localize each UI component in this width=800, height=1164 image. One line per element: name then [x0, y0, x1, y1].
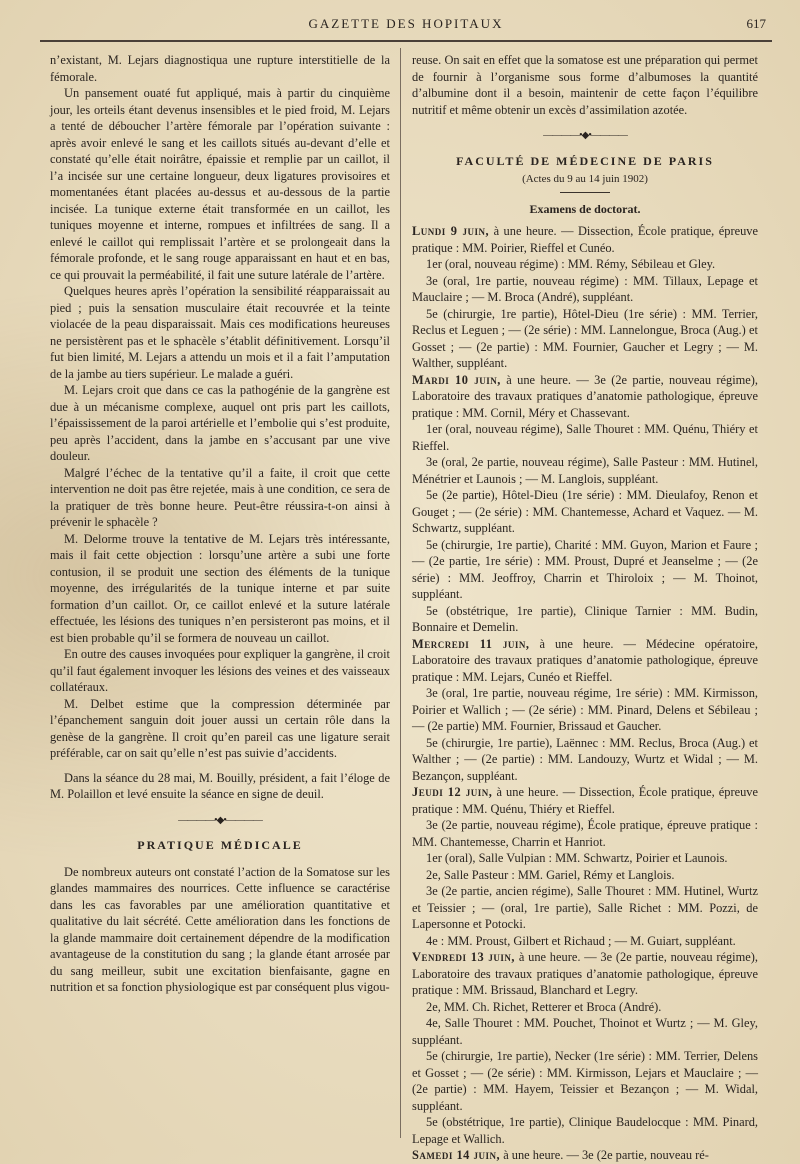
exam-schedule [412, 223, 758, 1164]
entry-text: 2e, Salle Pasteur : MM. Gariel, Rémy et Langlois. [426, 867, 675, 882]
schedule-entry [412, 537, 758, 603]
entry-text: 5e (2e partie), Hôtel-Dieu (1re série) : MM. Dieulafoy, Renon et Gouget ; — (2e série) : MM. Chantemesse, Achard et Vaquez. — M. Schwartz, suppléant. [412, 488, 758, 535]
section-title-pratique: PRATIQUE MÉDICALE [137, 838, 303, 852]
paragraph: n’existant, M. Lejars diagnostiqua une rupture interstitielle de la fémorale. [50, 53, 390, 84]
entry-text: à une heure. — Dissection, École pratique, épreuve pratique : MM. Poirier, Rieffel et Cunéo. [412, 224, 758, 255]
entry-text: à une heure. — Médecine opératoire, Laboratoire des travaux pratiques d’anatomie pathologique, épreuve pratique : MM. Lejars, Cunéo et Rieffel. [412, 636, 758, 684]
short-rule [560, 192, 610, 193]
ornament-separator: ————•◆•———— [543, 130, 627, 141]
schedule-day-entry [412, 372, 758, 422]
entry-text: 3e (oral, 1re partie, nouveau régime, 1re série) : MM. Kirmisson, Poirier et Wallich ; — (2e série) : MM. Pinard, Delens et Sébileau ; — (2e partie) MM. Fournier, Brissaud et Gaucher. [412, 686, 758, 733]
schedule-entry [412, 850, 758, 867]
schedule-entry [412, 933, 758, 950]
schedule-day-entry [412, 784, 758, 817]
entry-text: 3e (oral, 2e partie, nouveau régime), Salle Pasteur : MM. Hutinel, Ménétrier et Launois ; — M. Langlois, suppléant. [412, 455, 758, 486]
day-label: Mardi 10 juin, [412, 372, 501, 387]
schedule-entry [412, 999, 758, 1016]
entry-text: à une heure. — 3e (2e partie, nouveau ré- [503, 1148, 709, 1162]
paragraph: M. Lejars croit que dans ce cas la pathogénie de la gangrène est due à un mécanisme complexe, auquel ont pris part les caillots, l’épaississement de la paroi artérielle et l’embolie qui s’est produite, peu après l’accident, dans la jambe en s’accusant par une vive douleur. [50, 383, 390, 463]
paragraph: Quelques heures après l’opération la sensibilité réapparaissait au pied ; puis la sensation musculaire était recouvrée et la teinte violacée de la peau disparaissait. Mais ces modifications heureuses ne persistèrent pas et le sphacèle s’établit définitivement. Lorsqu’il fut bien limité, M. Lejars a attendu un mois et il a fait l’amputation de la jambe au tiers supérieur. Le malade a guéri. [50, 284, 390, 381]
entry-text: 5e (chirurgie, 1re partie), Charité : MM. Guyon, Marion et Faure ; — (2e partie, 1re série) : MM. Proust, Dupré et Jeanselme ; — (2e série) : MM. Jeoffroy, Charrin et Thiroloix ; — M. Thoinot, suppléant. [412, 537, 758, 601]
paragraph: En outre des causes invoquées pour expliquer la gangrène, il croit qu’il faut également invoquer les lésions des veines et des vaisseaux collatéraux. [50, 647, 390, 694]
entry-text: 5e (obstétrique, 1re partie), Clinique Baudelocque : MM. Pinard, Lepage et Wallich. [412, 1115, 758, 1146]
schedule-day-entry [412, 1147, 758, 1164]
section-subtitle-actes: (Actes du 9 au 14 juin 1902) [522, 173, 648, 185]
section-title-faculte: FACULTÉ DE MÉDECINE DE PARIS [456, 153, 714, 168]
entry-text: à une heure. — Dissection, École pratique, épreuve pratique : MM. Quénu, Thiéry et Rieffel. [412, 785, 758, 816]
entry-text: 2e, MM. Ch. Richet, Retterer et Broca (André). [426, 999, 662, 1014]
entry-text: 1er (oral, nouveau régime), Salle Thouret : MM. Quénu, Thiéry et Rieffel. [412, 422, 758, 453]
running-title: GAZETTE DES HOPITAUX [308, 16, 504, 31]
schedule-entry [412, 421, 758, 454]
ornament-separator: ————•◆•———— [178, 814, 262, 826]
paragraph: reuse. On sait en effet que la somatose est une préparation qui permet de fournir à l’organisme sous forme d’albumoses la quantité d’albumine dont il a besoin, maintenir de cette façon l’équilibre nutritif et même obtenir un excès d’assimilation azotée. [412, 53, 758, 117]
schedule-entry [412, 1114, 758, 1147]
day-label: Mercredi 11 juin, [412, 636, 530, 651]
schedule-entry [412, 1048, 758, 1114]
spacer [50, 856, 390, 864]
entry-text: 1er (oral), Salle Vulpian : MM. Schwartz, Poirier et Launois. [426, 851, 728, 865]
schedule-day-entry [412, 636, 758, 686]
right-column [412, 52, 758, 1164]
schedule-entry [412, 273, 758, 306]
schedule-entry [412, 256, 758, 273]
spacer [50, 762, 390, 770]
page-number: 617 [746, 16, 766, 31]
day-label: Vendredi 13 juin, [412, 950, 516, 964]
schedule-entry [412, 487, 758, 537]
section-heading-examens: Examens de doctorat. [529, 201, 641, 216]
pratique-paragraph: De nombreux auteurs ont constaté l’action de la Somatose sur les glandes mammaires des nourrices. Cette influence se caractérise dans les cas favorables par une amélioration quantitative et qualitative du lait sécrété. Cette amélioration dans les fonctions de la glande mammaire doit certainement dépendre de la modification avantageuse de la constitution du sang ; la glande étant arrosée par du sang meilleur, subit une excitation bienfaisante, gagne en nutrition et sa fonction physiologique est par conséquent plus vigou- [50, 864, 390, 994]
entry-text: 3e (2e partie, ancien régime), Salle Thouret : MM. Hutinel, Wurtz et Teissier ; — (oral, 1re partie), Salle Richet : MM. Pozzi, de Lapersonne et Potocki. [412, 884, 758, 931]
entry-text: 4e, Salle Thouret : MM. Pouchet, Thoinot et Wurtz ; — M. Gley, suppléant. [412, 1016, 758, 1047]
day-label: Samedi 14 juin, [412, 1148, 501, 1162]
schedule-entry [412, 867, 758, 884]
entry-text: à une heure. — 3e (2e partie, nouveau régime), Laboratoire des travaux pratiques d’anatomie pathologique, épreuve pratique : MM. Cornil, Méry et Chassevant. [412, 372, 758, 420]
paragraph: Malgré l’échec de la tentative qu’il a faite, il croit que cette intervention ne doit pas être rejetée, mais à une condition, ce sera de la pratiquer de très bonne heure. Peut-être réussira-t-on ainsi à prévenir le sphacèle ? [50, 465, 390, 529]
paragraph: M. Delbet estime que la compression déterminée par l’épanchement sanguin doit jouer aussi un certain rôle dans la genèse de la gangrène. Il croit qu’en pareil cas une ligature serait préférable, car on sait qu’elle n’est pas suivie d’accidents. [50, 696, 390, 760]
schedule-entry [412, 1015, 758, 1048]
schedule-entry [412, 603, 758, 636]
schedule-entry [412, 883, 758, 933]
entry-text: 4e : MM. Proust, Gilbert et Richaud ; — M. Guiart, suppléant. [426, 933, 736, 948]
entry-text: 5e (chirurgie, 1re partie), Necker (1re série) : MM. Terrier, Delens et Gosset ; — (2e série) : MM. Kirmisson, Lejars et Mauclaire ; — (2e partie) : MM. Hayem, Teissier et Bezançon ; — M. Widal, suppléant. [412, 1049, 758, 1113]
page-header [40, 14, 772, 42]
paragraph: M. Delorme trouve la tentative de M. Lejars très intéressante, mais il fait cette objection : lorsqu’une artère a subi une forte contusion, il se produit une section des éléments de la tunique moyenne, des irrégularités de la tunique interne et par suite formation d’un caillot. Or, ce caillot enlevé et la suture latérale effectuée, les lésions des tuniques n’en persisteront pas moins, et il est bien probable qu’il se formera de nouveau un caillot. [50, 531, 390, 645]
seance-paragraph: Dans la séance du 28 mai, M. Bouilly, président, a fait l’éloge de M. Polaillon et levé ensuite la séance en signe de deuil. [50, 770, 390, 801]
entry-text: 3e (oral, 1re partie, nouveau régime) : MM. Tillaux, Lepage et Mauclaire ; — M. Broca (André), suppléant. [412, 273, 758, 304]
schedule-entry [412, 685, 758, 735]
day-label: Jeudi 12 juin, [412, 785, 493, 799]
schedule-entry [412, 306, 758, 372]
schedule-entry [412, 454, 758, 487]
schedule-entry [412, 817, 758, 850]
entry-text: 5e (chirurgie, 1re partie), Laënnec : MM. Reclus, Broca (Aug.) et Walther ; — (2e partie) : MM. Landouzy, Wurtz et Widal ; — M. Bezançon, suppléant. [412, 735, 758, 783]
day-label: Lundi 9 juin, [412, 224, 490, 238]
schedule-day-entry [412, 949, 758, 999]
entry-text: 3e (2e partie, nouveau régime), École pratique, épreuve pratique : MM. Chantemesse, Charrin et Hanriot. [412, 818, 758, 849]
paragraph: Un pansement ouaté fut appliqué, mais à partir du cinquième jour, les orteils étant devenus insensibles et le pied froid, M. Lejars a tenté de déboucher l’artère fémorale par l’opération suivante : après avoir enlevé le sang et les caillots situés au-devant d’elle et constaté qu’elle était noirâtre, épaissie et remplie par un caillot, il l’a incisée sur une certaine longueur, deux ligatures provisoires et momentanées étant placées au-dessus et au-dessous de la partie incisée. La tunique externe était transformée en un caillot, les tuniques moyenne et interne, rompues et infiltrées de sang. Il a enlevé le caillot qui remplissait l’artère et se prolongeait dans la fémorale profonde, et le sang rouge apparaissant en haut et en bas, ce qui prouvait la perméabilité, il fait une suture latérale de l’artère. [50, 86, 390, 282]
entry-text: 1er (oral, nouveau régime) : MM. Rémy, Sébileau et Gley. [426, 257, 716, 271]
schedule-entry [412, 735, 758, 785]
column-divider [400, 48, 401, 1138]
entry-text: 5e (chirurgie, 1re partie), Hôtel-Dieu (1re série) : MM. Terrier, Reclus et Leguen ; — (2e série) : MM. Lannelongue, Broca (Aug.) et Gosset ; — (2e partie) : MM. Fournier, Gaucher et Legry ; — M. Walther, suppléant. [412, 306, 758, 370]
entry-text: à une heure. — 3e (2e partie, nouveau régime), Laboratoire des travaux pratiques d’anatomie pathologique, épreuve pratique : MM. Brissaud, Blanchard et Legry. [412, 950, 758, 997]
entry-text: 5e (obstétrique, 1re partie), Clinique Tarnier : MM. Budin, Bonnaire et Demelin. [412, 603, 758, 634]
schedule-day-entry [412, 223, 758, 256]
left-column [50, 52, 390, 996]
